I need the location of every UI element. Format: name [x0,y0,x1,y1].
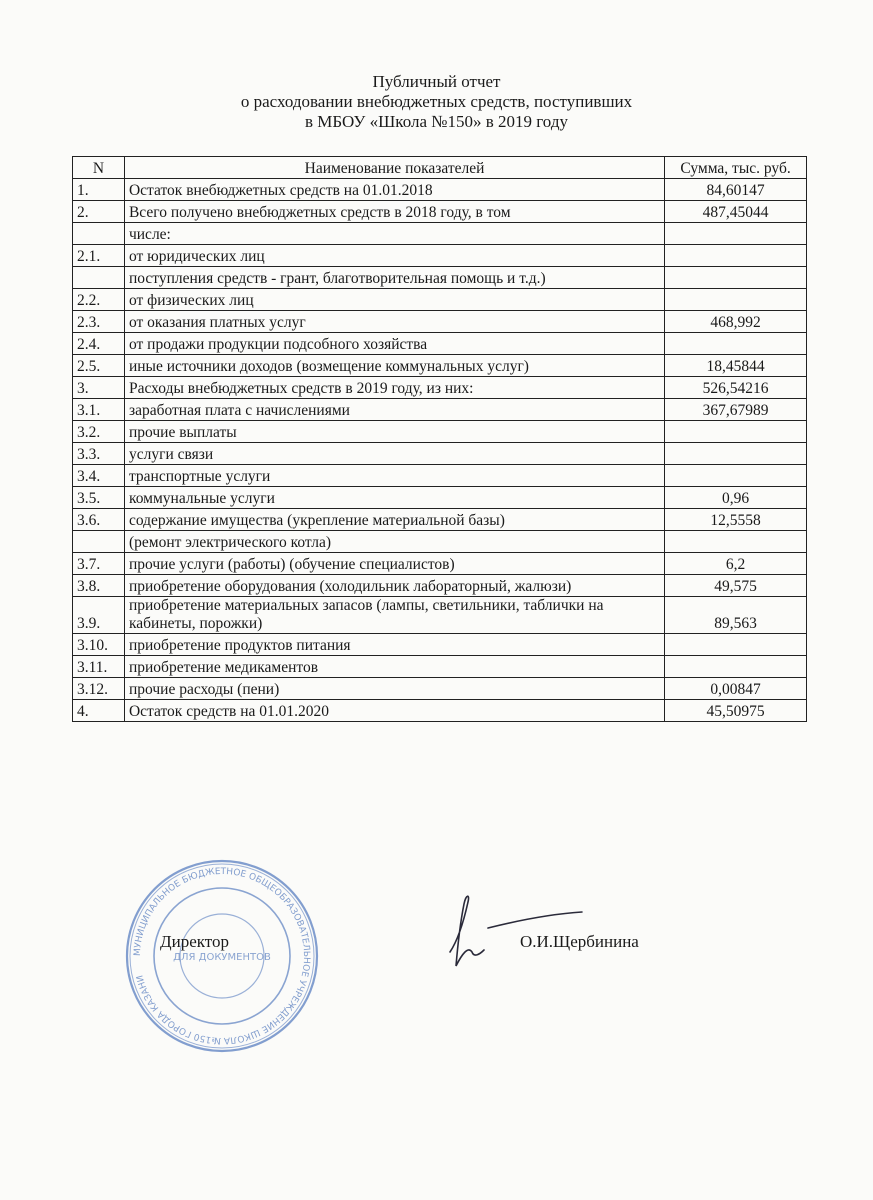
row-number: 3.6. [73,509,125,531]
row-number: 3.8. [73,575,125,597]
row-sum: 49,575 [665,575,807,597]
row-sum [665,289,807,311]
table-row [73,421,807,443]
row-number: 2.1. [73,245,125,267]
table-row [73,245,807,267]
row-name: от физических лиц [124,289,664,311]
table-row [73,531,807,553]
table-row [73,678,807,700]
table-row [73,311,807,333]
row-sum [665,245,807,267]
row-name: прочие выплаты [124,421,664,443]
handwritten-signature [410,880,590,980]
row-name: заработная плата с начислениями [124,399,664,421]
row-number: 4. [73,700,125,722]
row-sum [665,531,807,553]
table-row [73,597,807,634]
row-name: от продажи продукции подсобного хозяйства [124,333,664,355]
row-name: Всего получено внебюджетных средств в 2018 году, в том [124,201,664,223]
row-sum: 45,50975 [665,700,807,722]
table-row [73,465,807,487]
row-name: коммунальные услуги [124,487,664,509]
title-line-2: о расходовании внебюджетных средств, поступивших [240,92,633,111]
header-num: N [73,157,125,179]
table-row [73,179,807,201]
table-row [73,575,807,597]
row-name: Расходы внебюджетных средств в 2019 году, из них: [124,377,664,399]
row-number: 2.5. [73,355,125,377]
row-name: иные источники доходов (возмещение коммунальных услуг) [124,355,664,377]
row-sum [665,465,807,487]
row-sum [665,333,807,355]
row-name: приобретение оборудования (холодильник лабораторный, жалюзи) [124,575,664,597]
table-row [73,289,807,311]
table-row [73,399,807,421]
row-name: поступления средств - грант, благотворительная помощь и т.д.) [124,267,664,289]
table-header-row [73,157,807,179]
row-name: транспортные услуги [124,465,664,487]
row-number: 3.9. [73,597,125,634]
row-name: приобретение материальных запасов (лампы, светильники, таблички на кабинеты, порожки) [124,597,664,634]
row-name: приобретение продуктов питания [124,634,664,656]
table-row [73,355,807,377]
row-number: 2. [73,201,125,223]
row-number: 3.10. [73,634,125,656]
row-name: Остаток внебюджетных средств на 01.01.2018 [124,179,664,201]
row-sum: 526,54216 [665,377,807,399]
row-name: приобретение медикаментов [124,656,664,678]
report-title [0,72,873,132]
table-row [73,700,807,722]
row-sum: 6,2 [665,553,807,575]
report-table [72,156,807,722]
row-name: Остаток средств на 01.01.2020 [124,700,664,722]
row-sum: 84,60147 [665,179,807,201]
row-name: содержание имущества (укрепление материальной базы) [124,509,664,531]
row-number: 3.11. [73,656,125,678]
row-number: 3.1. [73,399,125,421]
table-row [73,201,807,223]
row-sum [665,267,807,289]
row-sum: 12,5558 [665,509,807,531]
title-line-1: Публичный отчет [372,72,501,91]
row-number [73,223,125,245]
row-name: прочие услуги (работы) (обучение специалистов) [124,553,664,575]
row-sum [665,223,807,245]
row-number: 3.2. [73,421,125,443]
row-number: 3.7. [73,553,125,575]
director-name: О.И.Щербинина [520,932,639,951]
row-name: числе: [124,223,664,245]
row-sum: 487,45044 [665,201,807,223]
header-sum: Сумма, тыс. руб. [665,157,807,179]
row-number: 1. [73,179,125,201]
table-row [73,509,807,531]
row-sum: 0,00847 [665,678,807,700]
table-body [73,179,807,722]
row-name: от юридических лиц [124,245,664,267]
table-row [73,553,807,575]
row-number: 3. [73,377,125,399]
table-row [73,634,807,656]
table-row [73,377,807,399]
header-name: Наименование показателей [124,157,664,179]
table-row [73,656,807,678]
row-name: (ремонт электрического котла) [124,531,664,553]
row-sum [665,656,807,678]
row-sum [665,421,807,443]
stamp-center-text: ДЛЯ ДОКУМЕНТОВ [173,952,271,963]
row-number: 3.4. [73,465,125,487]
row-sum: 18,45844 [665,355,807,377]
row-sum: 367,67989 [665,399,807,421]
row-sum: 0,96 [665,487,807,509]
row-number: 3.5. [73,487,125,509]
stamp-ring-text: МУНИЦИПАЛЬНОЕ БЮДЖЕТНОЕ ОБЩЕОБРАЗОВАТЕЛЬНОЕ УЧРЕЖДЕНИЕ ШКОЛА №150 ГОРОДА КАЗАНИ [132,866,312,1046]
row-number: 2.4. [73,333,125,355]
row-number: 3.12. [73,678,125,700]
table-row [73,267,807,289]
director-label: Директор [160,932,229,951]
row-number [73,267,125,289]
row-number: 2.3. [73,311,125,333]
table-row [73,487,807,509]
row-name: прочие расходы (пени) [124,678,664,700]
row-name: услуги связи [124,443,664,465]
title-line-3: в МБОУ «Школа №150» в 2019 году [305,112,568,131]
table-row [73,223,807,245]
row-sum [665,443,807,465]
table-row [73,333,807,355]
row-number [73,531,125,553]
row-number: 2.2. [73,289,125,311]
row-name: от оказания платных услуг [124,311,664,333]
row-sum: 89,563 [665,597,807,634]
row-number: 3.3. [73,443,125,465]
row-sum: 468,992 [665,311,807,333]
row-sum [665,634,807,656]
official-stamp [122,856,322,1056]
table-row [73,443,807,465]
